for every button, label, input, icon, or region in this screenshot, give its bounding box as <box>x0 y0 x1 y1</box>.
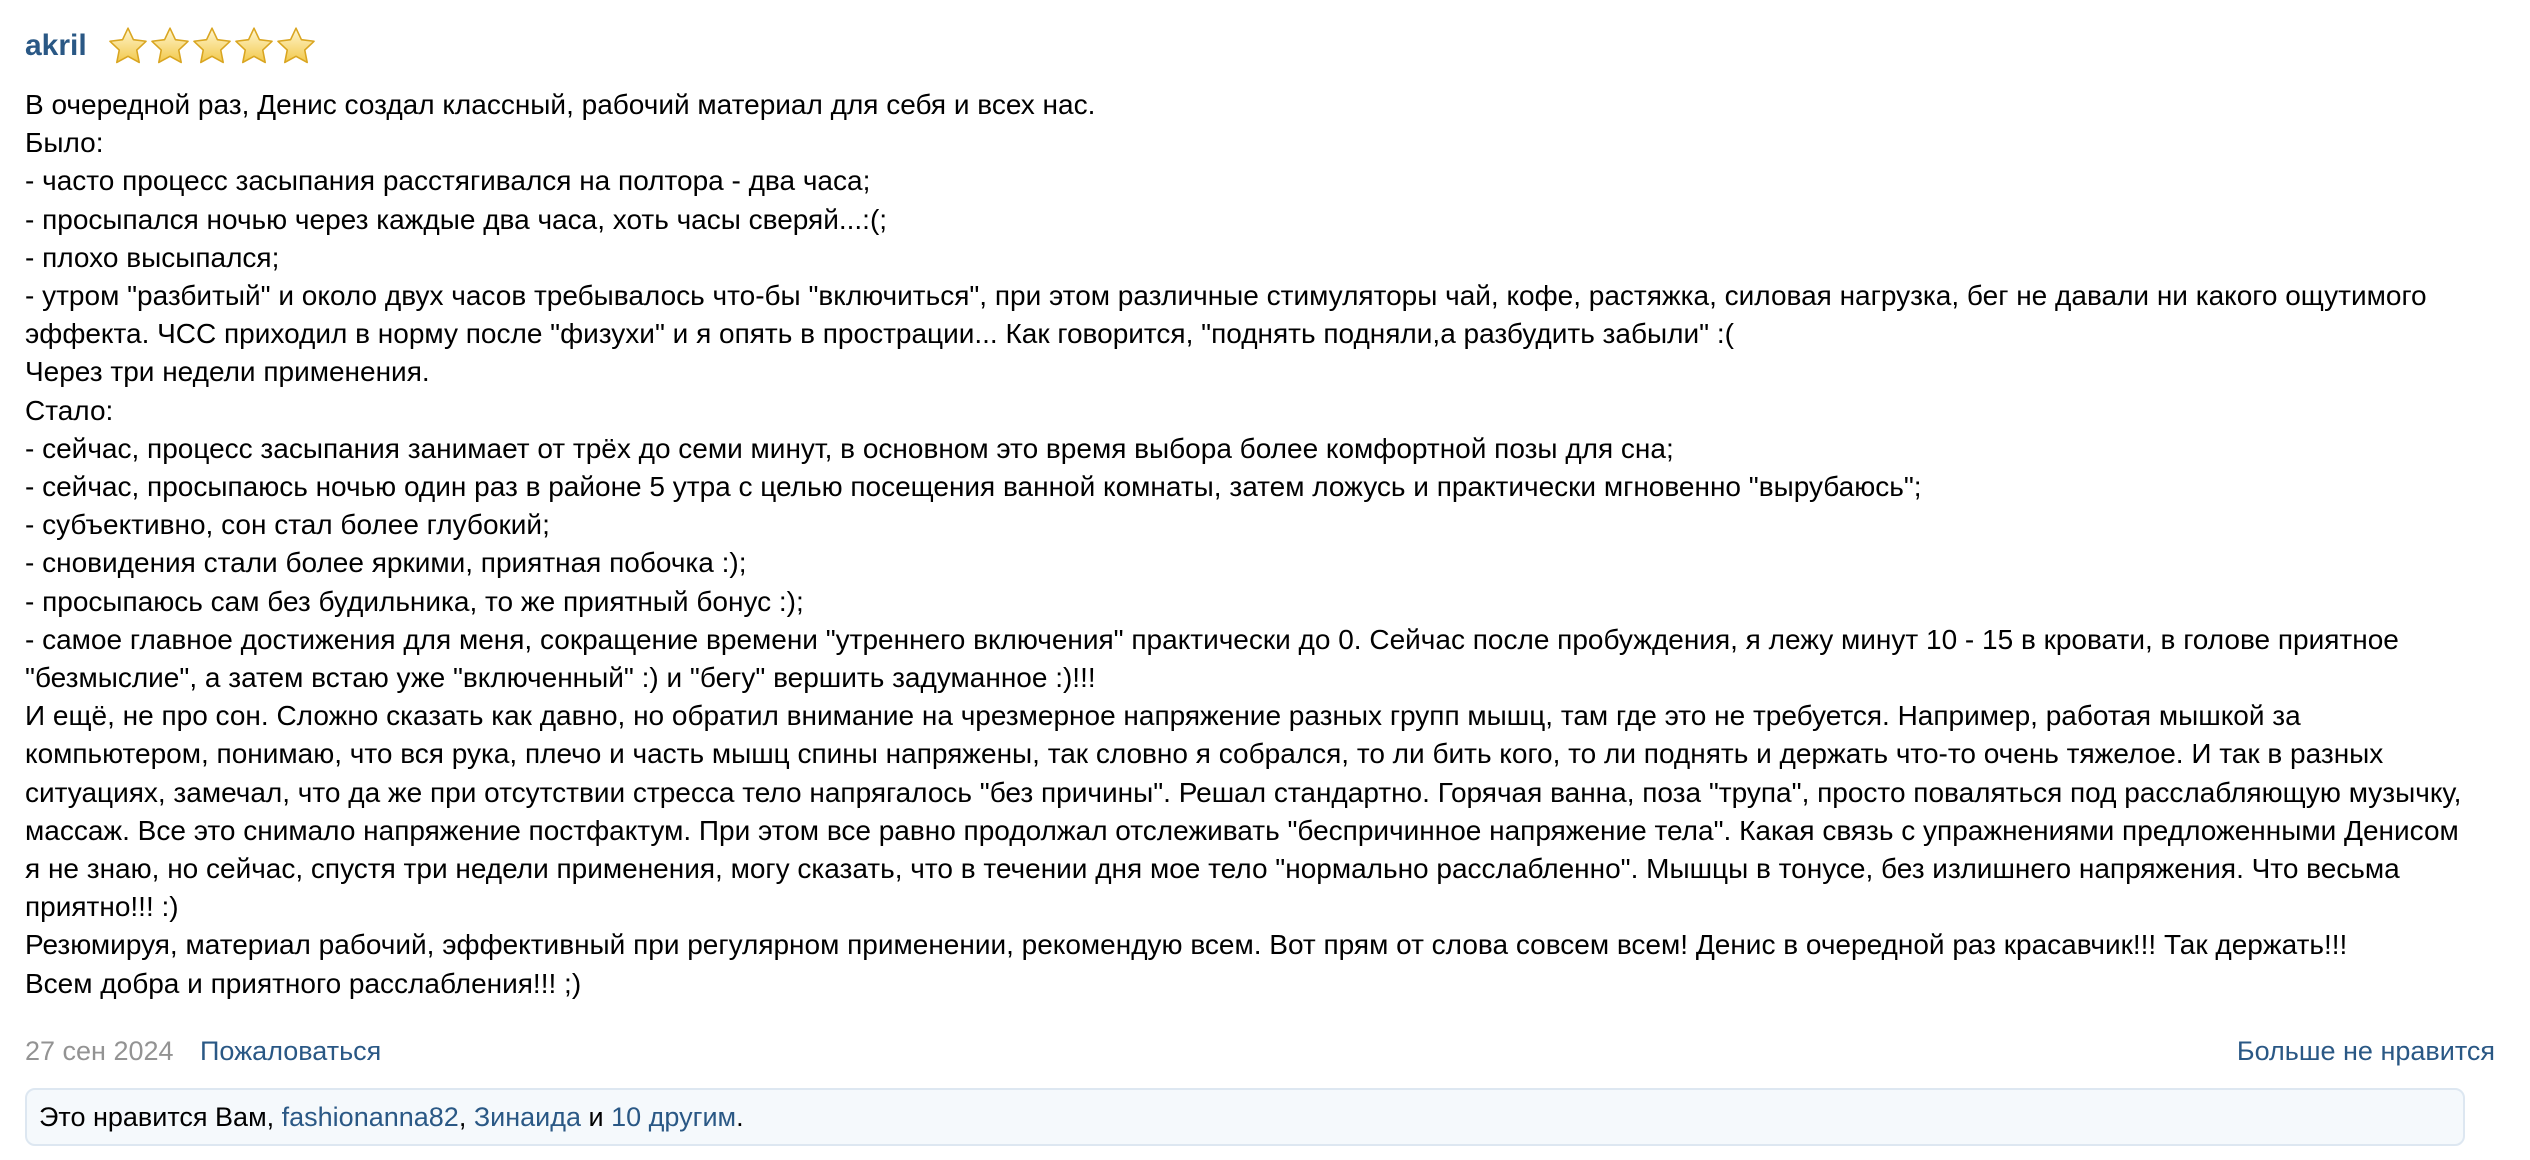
review-line: - сейчас, процесс засыпания занимает от трёх до семи минут, в основном это время выбора более комфортной позы для сна; <box>25 432 1674 464</box>
review-line: Через три недели применения. <box>25 356 430 388</box>
review-line: - сейчас, просыпаюсь ночью один раз в районе 5 утра с целью посещения ванной комнаты, затем ложусь и практически мгновенно "вырубаюсь"; <box>25 471 1922 503</box>
star-icon <box>107 25 149 67</box>
star-icon <box>191 25 233 67</box>
likes-box <box>25 1088 2465 1146</box>
review-line: - просыпался ночью через каждые два часа, хоть часы сверяй...:(; <box>25 203 888 235</box>
review-line: - плохо высыпался; <box>25 241 280 273</box>
review-footer <box>25 1036 2495 1076</box>
review-date: 27 сен 2024 <box>25 1036 174 1066</box>
likes-separator: и <box>581 1101 612 1132</box>
likes-others-link[interactable]: 10 другим <box>611 1101 737 1132</box>
review-line: Было: <box>25 127 104 159</box>
review-line: - субъективно, сон стал более глубокий; <box>25 509 550 541</box>
review-line: Всем добра и приятного расслабления!!! ;) <box>25 967 582 999</box>
star-icon <box>149 25 191 67</box>
review-text <box>25 86 2475 1003</box>
star-icon <box>233 25 275 67</box>
review <box>25 18 2495 1132</box>
review-line: - самое главное достижения для меня, сокращение времени "утреннего включения" практически до 0. Сейчас после пробуждения, я лежу минут 10 - 15 в кровати, в голове приятное "безмыслие", а затем встаю уже "включенный" :) и "бегу" вершить задуманное :)!!! <box>25 623 2399 694</box>
review-line: Резюмируя, материал рабочий, эффективный при регулярном применении, рекомендую всем. Вот прям от слова совсем всем! Денис в очередной раз красавчик!!! Так держать!!! <box>25 929 2348 961</box>
report-link[interactable]: Пожаловаться <box>200 1036 382 1066</box>
star-icon <box>275 25 317 67</box>
review-line: - утром "разбитый" и около двух часов требывалось что-бы "включиться", при этом различные стимуляторы чай, кофе, растяжка, силовая нагрузка, бег не давали ни какого ощутимого эффекта. ЧСС приходил в норму после "физухи" и я опять в прострации... Как говорится, "поднять подняли,а разбудить забыли" :( <box>25 280 2427 350</box>
likes-suffix: . <box>736 1101 744 1132</box>
review-line: - просыпаюсь сам без будильника, то же приятный бонус :); <box>25 585 804 617</box>
review-line: - сновидения стали более яркими, приятная побочка :); <box>25 547 747 579</box>
review-line: В очередной раз, Денис создал классный, рабочий материал для себя и всех нас. <box>25 89 1096 120</box>
liker-link[interactable]: Зинаида <box>473 1101 581 1132</box>
liker-link[interactable]: fashionanna82 <box>281 1101 459 1132</box>
likes-prefix: Это нравится Вам, <box>39 1101 282 1132</box>
review-line: - часто процесс засыпания расстягивался на полтора - два часа; <box>25 165 871 197</box>
likes-separator: , <box>458 1101 474 1132</box>
review-header <box>25 18 2495 74</box>
author-link[interactable]: akril <box>25 29 87 62</box>
unlike-link[interactable]: Больше не нравится <box>2236 1036 2495 1066</box>
rating-stars <box>107 25 317 67</box>
review-line: И ещё, не про сон. Сложно сказать как давно, но обратил внимание на чрезмерное напряжение разных групп мышц, там где это не требуется. Например, работая мышкой за компьютером, понимаю, что вся рука, плечо и часть мышц спины напряжены, так словно я собрался, то ли бить кого, то ли поднять и держать что-то очень тяжелое. И так в разных ситуациях, замечал, что да же при отсутствии стресса тело напрягалось "без причины". Решал стандартно. Горячая ванна, поза "трупа", просто поваляться под расслабляющую музычку, массаж. Все это снимало напряжение постфактум. При этом все равно продолжал отслеживать "беспричинное напряжение тела". Какая связь с упражнениями предложенными Денисом я не знаю, но сейчас, спустя три недели применения, могу сказать, что в течении дня мое тело "нормально расслабленно". Мышцы в тонусе, без излишнего напряжения. Что весьма приятно!!! :) <box>25 700 2462 923</box>
review-line: Стало: <box>25 394 114 426</box>
